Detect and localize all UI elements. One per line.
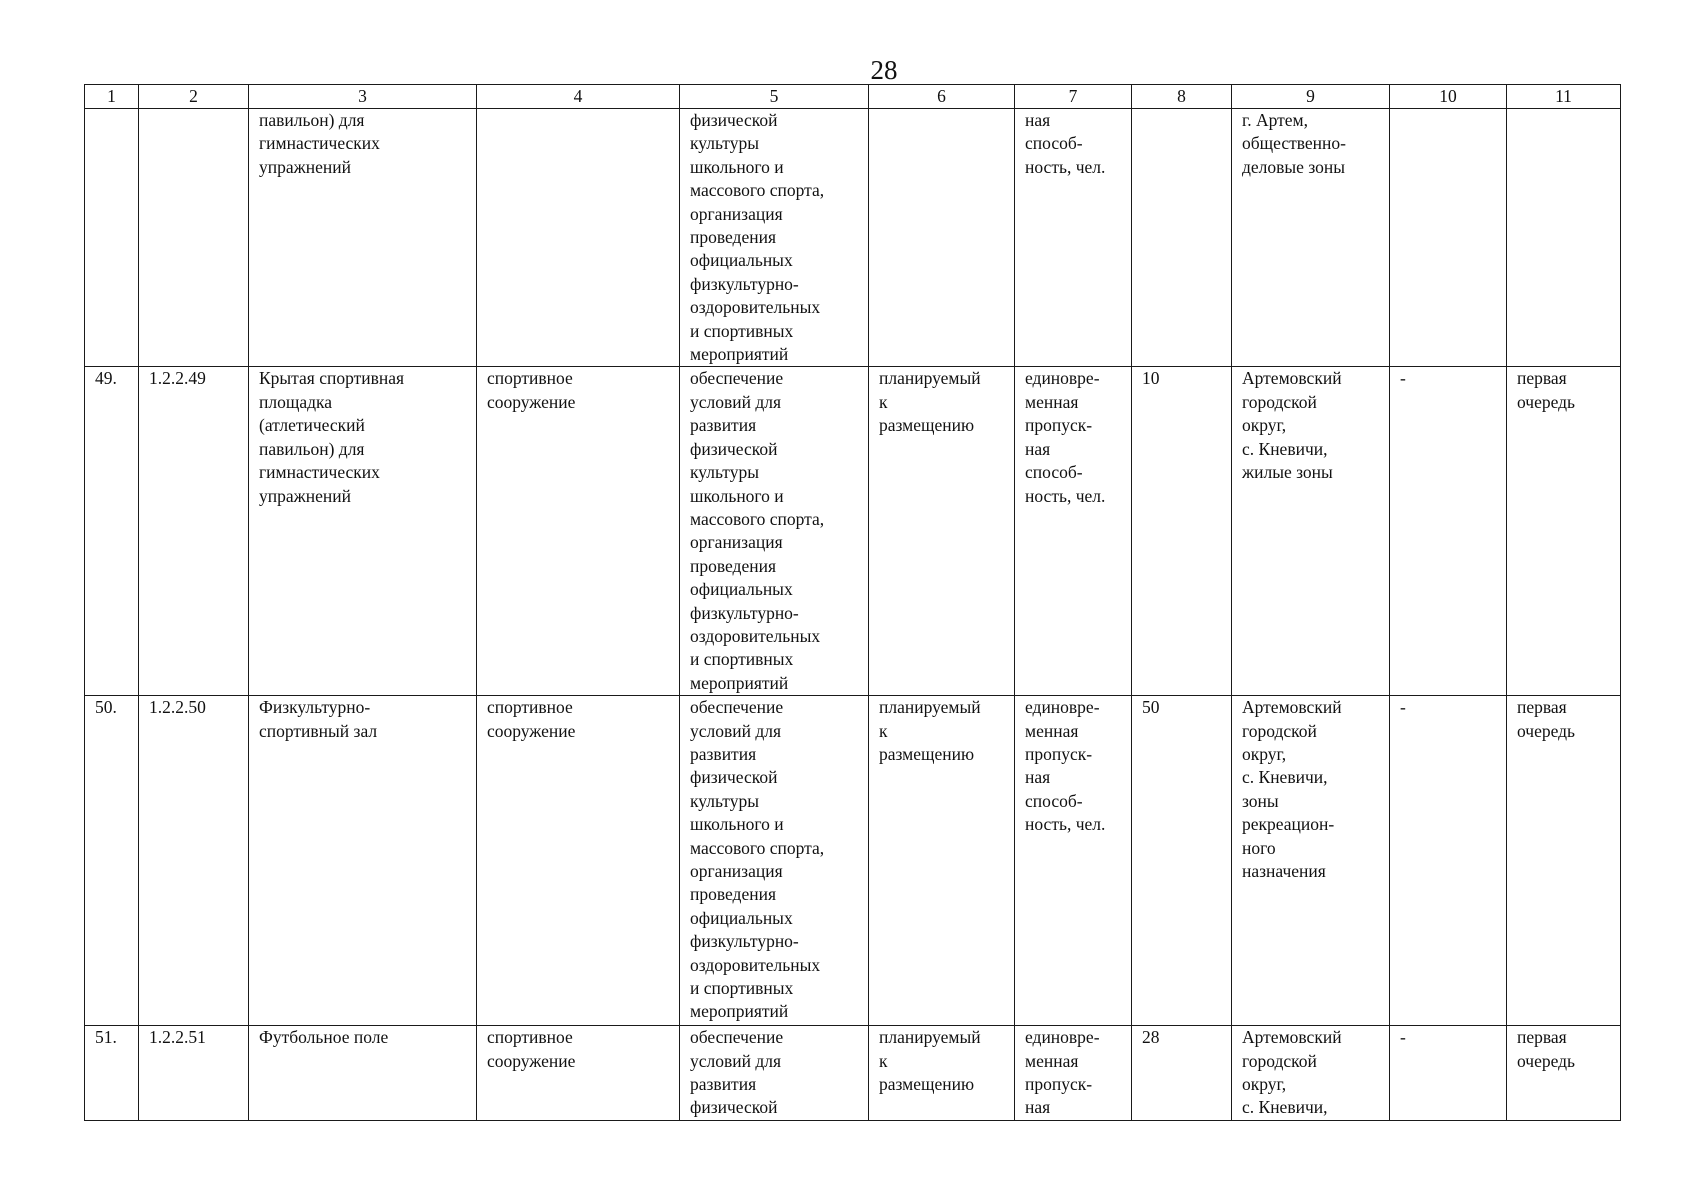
- cell-zone: -: [1390, 367, 1507, 696]
- column-header: 8: [1132, 85, 1232, 109]
- cell-purpose: обеспечение условий для развития физической культуры школьного и массового спорта, организация проведения официальных физкультурно- оздоровительных и спортивных мероприятий: [680, 367, 869, 696]
- cell-stage: первая очередь: [1507, 696, 1621, 1026]
- cell-name: павильон) для гимнастических упражнений: [249, 109, 477, 367]
- cell-number: [85, 109, 139, 367]
- cell-name: Физкультурно- спортивный зал: [249, 696, 477, 1026]
- cell-value: 28: [1132, 1026, 1232, 1121]
- cell-value: [1132, 109, 1232, 367]
- cell-purpose: обеспечение условий для развития физической: [680, 1026, 869, 1121]
- cell-number: 50.: [85, 696, 139, 1026]
- cell-type: спортивное сооружение: [477, 1026, 680, 1121]
- column-header: 2: [139, 85, 249, 109]
- cell-status: [869, 109, 1015, 367]
- cell-name: Футбольное поле: [249, 1026, 477, 1121]
- cell-location: Артемовский городской округ, с. Кневичи,: [1232, 1026, 1390, 1121]
- table-row: [85, 1026, 1621, 1121]
- cell-type: [477, 109, 680, 367]
- cell-status: планируемый к размещению: [869, 696, 1015, 1026]
- cell-code: [139, 109, 249, 367]
- cell-code: 1.2.2.49: [139, 367, 249, 696]
- cell-status: планируемый к размещению: [869, 367, 1015, 696]
- cell-metric: единовре- менная пропуск- ная способ- ность, чел.: [1015, 367, 1132, 696]
- cell-metric: ная способ- ность, чел.: [1015, 109, 1132, 367]
- cell-value: 10: [1132, 367, 1232, 696]
- register-table: [84, 84, 1621, 1121]
- cell-metric: единовре- менная пропуск- ная способ- ность, чел.: [1015, 696, 1132, 1026]
- column-header: 1: [85, 85, 139, 109]
- cell-purpose: физической культуры школьного и массового спорта, организация проведения официальных физкультурно- оздоровительных и спортивных мероприятий: [680, 109, 869, 367]
- cell-zone: -: [1390, 696, 1507, 1026]
- cell-value: 50: [1132, 696, 1232, 1026]
- table-row: [85, 696, 1621, 1026]
- table-row: [85, 109, 1621, 367]
- cell-type: спортивное сооружение: [477, 696, 680, 1026]
- cell-location: г. Артем, общественно- деловые зоны: [1232, 109, 1390, 367]
- cell-type: спортивное сооружение: [477, 367, 680, 696]
- cell-purpose: обеспечение условий для развития физической культуры школьного и массового спорта, организация проведения официальных физкультурно- оздоровительных и спортивных мероприятий: [680, 696, 869, 1026]
- cell-number: 51.: [85, 1026, 139, 1121]
- cell-metric: единовре- менная пропуск- ная: [1015, 1026, 1132, 1121]
- cell-zone: -: [1390, 1026, 1507, 1121]
- cell-code: 1.2.2.50: [139, 696, 249, 1026]
- cell-name: Крытая спортивная площадка (атлетический павильон) для гимнастических упражнений: [249, 367, 477, 696]
- page-number: 28: [870, 55, 898, 85]
- column-header: 5: [680, 85, 869, 109]
- column-header: 9: [1232, 85, 1390, 109]
- header-row: [85, 85, 1621, 109]
- column-header: 7: [1015, 85, 1132, 109]
- cell-code: 1.2.2.51: [139, 1026, 249, 1121]
- column-header: 6: [869, 85, 1015, 109]
- cell-location: Артемовский городской округ, с. Кневичи, жилые зоны: [1232, 367, 1390, 696]
- cell-number: 49.: [85, 367, 139, 696]
- column-header: 10: [1390, 85, 1507, 109]
- table-row: [85, 367, 1621, 696]
- cell-stage: первая очередь: [1507, 1026, 1621, 1121]
- column-header: 3: [249, 85, 477, 109]
- cell-stage: [1507, 109, 1621, 367]
- cell-zone: [1390, 109, 1507, 367]
- cell-stage: первая очередь: [1507, 367, 1621, 696]
- cell-status: планируемый к размещению: [869, 1026, 1015, 1121]
- column-header: 11: [1507, 85, 1621, 109]
- cell-location: Артемовский городской округ, с. Кневичи, зоны рекреацион- ного назначения: [1232, 696, 1390, 1026]
- column-header: 4: [477, 85, 680, 109]
